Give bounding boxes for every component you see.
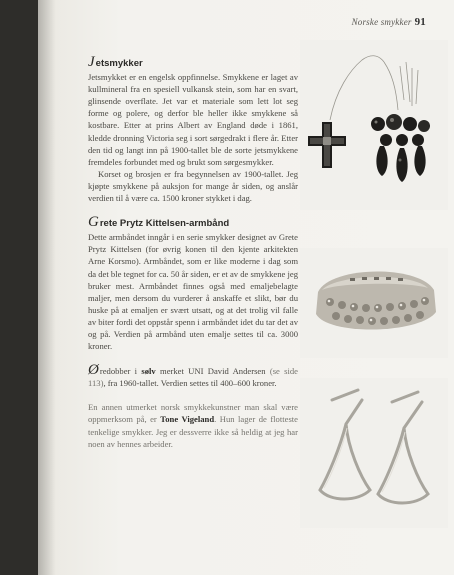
jet-brooch xyxy=(371,114,430,182)
text-column xyxy=(88,56,298,450)
jet-paragraph-2: Korset og brosjen er fra begynnelsen av 1900-tallet. Jeg kjøpte smykkene på auksjon for mange år siden, og anslår verdien til å være ca. 1500 kroner stykket i dag. xyxy=(88,168,298,204)
jet-jewellery-photo xyxy=(300,40,448,210)
article-heading-jet: Jetsmykker xyxy=(88,54,143,70)
closing-paragraph: En annen utmerket norsk smykkekunstner man skal være oppmerksom på, er Tone Vigeland. Hun lager de flotteste tenkelige smykker. Jeg er dessverre ikke så heldig at jeg har noen av hennes arbeider. xyxy=(88,402,298,449)
earring-paragraph: Øredobber i sølv merket UNI David Andersen (se side 113), fra 1960-tallet. Verdien settes til 400–600 kroner. xyxy=(88,362,298,389)
bracelet-paragraph: Dette armbåndet inngår i en serie smykker designet av Grete Prytz Kittelsen (for øvrig konen til den kjente arkitekten Arne Korsmo). Armbåndet, som er like moderne i dag som da det ble tegnet for ca. 50 år siden, er et av de smykkene jeg bruker mest. Armbåndet finnes også med emaljebelagte maljer, men dersom du vurderer å anskaffe et slikt, bør du huske på at emaljen er svært utsatt, og at det trolig vil falle av biter fordi det oppstår spenn i armbåndet idet du tar det av og på. Verdien på armbånd uten emalje settes til ca. 3000 kroner. xyxy=(88,232,299,352)
running-head xyxy=(352,16,426,28)
article-heading-bracelet: Grete Prytz Kittelsen-armbånd xyxy=(88,214,230,231)
book-page xyxy=(38,0,454,575)
earrings-photo xyxy=(300,378,448,528)
page-gutter-shadow xyxy=(38,0,56,575)
bracelet-photo xyxy=(300,248,448,358)
page-number: 91 xyxy=(414,16,426,28)
photo-column xyxy=(300,40,448,540)
jet-paragraph-1: Jetsmykket er en engelsk oppfinnelse. Smykkene er laget av kullmineral fra en spesiell vulkansk stein, som har en svart, glinsende overflate. Jet var et materiale som lett lot seg forme og polere, og derfor ble heller ikke smykkene så kostbare. Etter at prins Albert av England døde i 1861, kledde dronning Victoria seg i sort sørgedrakt i flere år. Etter den tid og langt inn på 1900-tallet ble de sorte jetsmykkene fremdeles forbundet med og brukt som sørgesmykker. xyxy=(88,72,298,167)
section-title: Norske smykker xyxy=(351,17,412,27)
